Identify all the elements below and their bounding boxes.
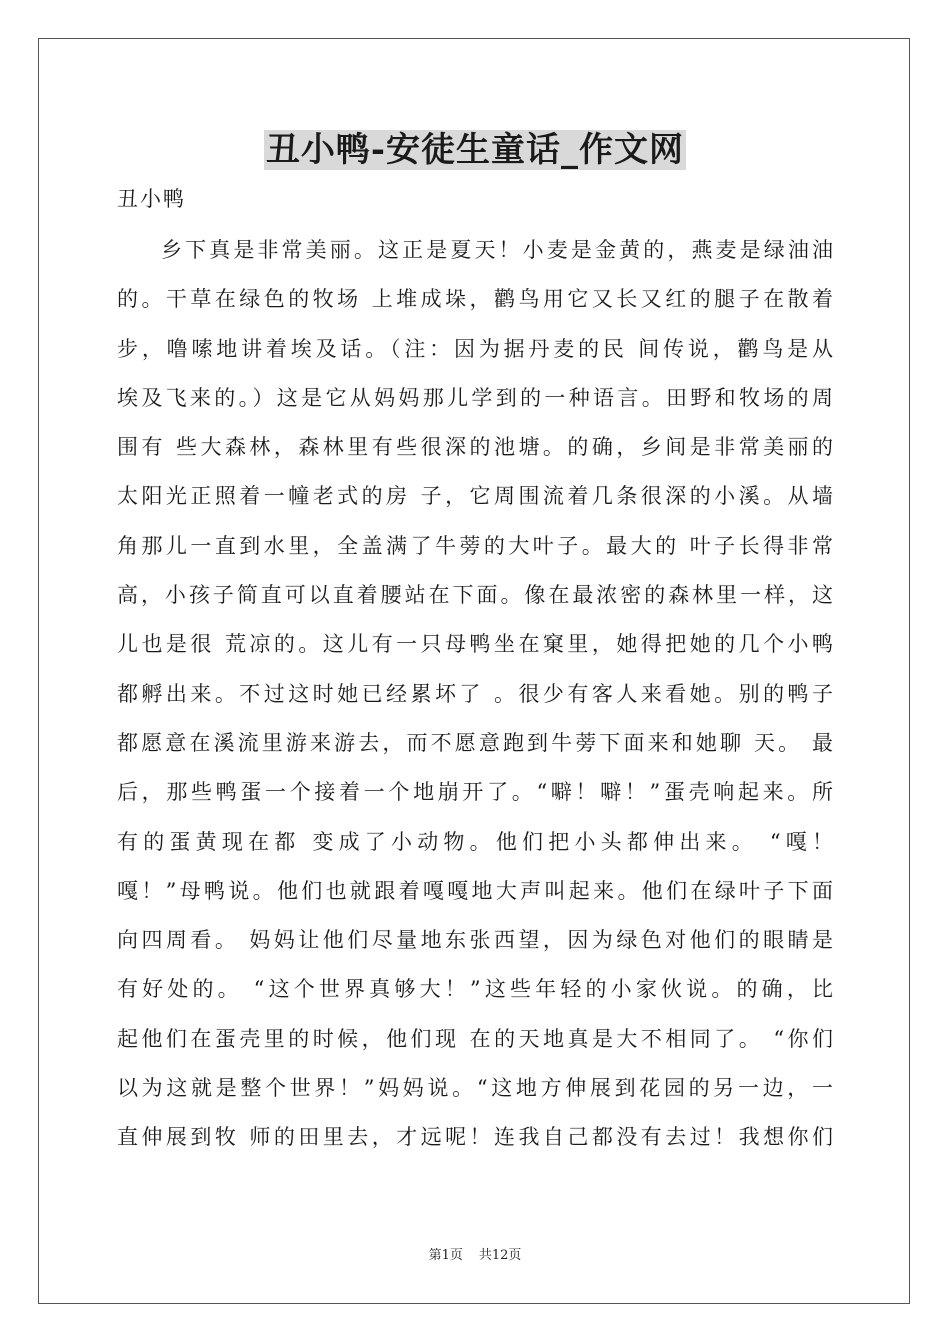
body-line: 步，噜嗦地讲着埃及话。（注：因为据丹麦的民 间传说，鹳鸟是从 <box>117 336 833 361</box>
body-paragraph <box>117 230 833 1167</box>
body-line: 直伸展到牧 师的田里去，才远呢！连我自己都没有去过！我想你们 <box>117 1125 833 1150</box>
body-line: 埃及飞来的。）这是它从妈妈那儿学到的一种语言。田野和牧场的周 <box>117 385 833 410</box>
body-line: 后，那些鸭蛋一个接着一个地崩开了。“噼！噼！”蛋壳响起来。所 <box>117 780 833 805</box>
page-footer <box>0 1247 950 1265</box>
document-title <box>0 128 950 172</box>
body-line: 围有 些大森林，森林里有些很深的池塘。的确，乡间是非常美丽的 <box>117 435 833 460</box>
page-total: 共12页 <box>478 1248 522 1263</box>
body-line: 向四周看。 妈妈让他们尽量地东张西望，因为绿色对他们的眼睛是 <box>117 928 833 953</box>
body-line: 的。干草在绿色的牧场 上堆成垛，鹳鸟用它又长又红的腿子在散着 <box>117 287 833 312</box>
body-line: 嘎！”母鸭说。他们也就跟着嘎嘎地大声叫起来。他们在绿叶子下面 <box>117 878 833 903</box>
body-line: 乡下真是非常美丽。这正是夏天！小麦是金黄的，燕麦是绿油油 <box>161 238 833 262</box>
body-line: 有的蛋黄现在都 变成了小动物。他们把小头都伸出来。 “嘎！ <box>117 829 833 854</box>
body-line: 起他们在蛋壳里的时候，他们现 在的天地真是大不相同了。 “你们 <box>117 1026 833 1051</box>
document-title-text: 丑小鸭-安徒生童话_作文网 <box>265 130 685 170</box>
body-line: 都愿意在溪流里游来游去，而不愿意跑到牛蒡下面来和她聊 天。 最 <box>117 730 833 755</box>
body-line: 高，小孩子简直可以直着腰站在下面。像在最浓密的森林里一样，这 <box>117 583 833 608</box>
body-line: 太阳光正照着一幢老式的房 子，它周围流着几条很深的小溪。从墙 <box>117 484 833 509</box>
body-line: 角那儿一直到水里，全盖满了牛蒡的大叶子。最大的 叶子长得非常 <box>117 533 833 558</box>
page-number: 第1页 <box>428 1248 463 1263</box>
body-line: 以为这就是整个世界！”妈妈说。“这地方伸展到花园的另一边，一 <box>117 1076 833 1101</box>
body-line: 都孵出来。不过这时她已经累坏了 。很少有客人来看她。别的鸭子 <box>117 681 833 706</box>
body-line: 有好处的。 “这个世界真够大！”这些年轻的小家伙说。的确，比 <box>117 977 833 1002</box>
document-subtitle: 丑小鸭 <box>117 187 186 211</box>
body-line: 儿也是很 荒凉的。这儿有一只母鸭坐在窠里，她得把她的几个小鸭 <box>117 632 833 657</box>
